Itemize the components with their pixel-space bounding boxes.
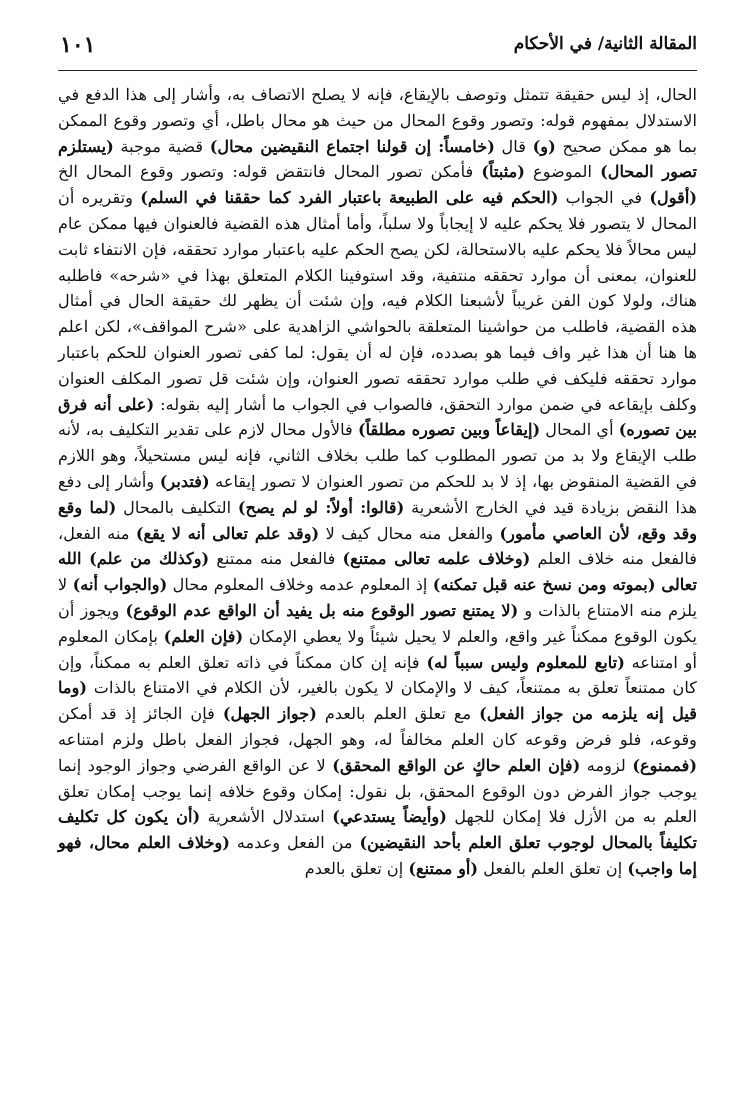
bold-text-segment: (والجواب أنه) (72, 575, 168, 595)
text-segment: بإمكان المعلوم أو امتناعه (58, 626, 697, 672)
text-segment: وتقريره أن المحال لا يتصور فلا يحكم عليه لا إيجاباً ولا سلباً، وأما أمثال هذه القضية فالعنوان فيها ممكن عام ليس محالاً فلا يحكم عليه بالاستحالة، لكن يصح الحكم عليه باعتبار موارد تحققه، فإن الانتفاء ثابت للعنوان، بمعنى أن موارد تحققه منتفية، وقد استوفينا الكلام المتعلق بهذا في «شرحه» فاطلبه هناك، ولولا كون الفن غريباً لأشبعنا الكلام فيه، وإن شئت أن يظهر لك حقيقة الحال في أمثال هذه القضية، فاطلب من حواشينا المتعلقة بالحواشي الزاهدية على «شرح المواقف»، لكن اعلم ها هنا أن هذا غير واف فيما هو بصدده، فإن له أن يقول: لما كفى تصور العنوان للحكم باعتبار موارد تحققه فليكف في طلب موارد تحققه تصور العنوان، وإن شئت قل تصور المكلف العنوان وكلف بإيقاعه في ضمن موارد التحقق، فالصواب في الجواب ما أشار إليه بقوله: (58, 188, 698, 414)
text-segment: في الجواب (558, 188, 650, 208)
header-divider (58, 70, 697, 71)
text-segment: وأشار إلى دفع هذا النقض بزيادة قيد في الخارج الأشعرية (58, 471, 697, 517)
bold-text-segment: (الحكم فيه على الطبيعة باعتبار الفرد كما حققنا في السلم) (140, 188, 559, 208)
page-number: ١٠١ (60, 32, 96, 58)
text-segment: التكليف بالمحال (116, 497, 238, 517)
bold-text-segment: (أن يكون كل تكليف تكليفاً بالمحال لوجوب تعلق العلم بأحد النقيضين) (58, 807, 697, 853)
bold-text-segment: (وما قيل إنه يلزمه من جواز الفعل) (58, 678, 697, 724)
text-segment: قضية موجبة (113, 136, 210, 156)
bold-text-segment: (وكذلك من علم) الله تعالى (بموته ومن نسخ عنه قبل تمكنه) (58, 549, 697, 595)
bold-text-segment: (وقد علم تعالى أنه لا يقع) (135, 523, 320, 543)
bold-text-segment: (فإن العلم حاكٍ عن الواقع المحقق) (332, 755, 581, 775)
text-segment: منه الفعل، فالفعل منه خلاف العلم (58, 523, 697, 569)
text-segment: والفعل منه محال كيف لا (319, 523, 500, 543)
bold-text-segment: (يستلزم تصور المحال) (58, 136, 697, 182)
bold-text-segment: (وخلاف العلم محال، فهو إما واجب) (58, 833, 697, 878)
text-segment: إذ المعلوم عدمه وخلاف المعلوم محال (167, 575, 433, 595)
text-segment: الحال، إذ ليس حقيقة تتمثل وتوصف بالإيقاع، فإنه لا يصلح الاتصاف به، وأشار إلى هذا الدفع في الاستدلال بمفهوم قوله: وتصور وقوع المحال من حيث هو محال باطل، أي وتصور وقوع الممكن بما هو ممكن صحيح (58, 85, 697, 156)
bold-text-segment: (جواز الجهل) (222, 704, 317, 724)
running-header (60, 26, 697, 70)
text-segment: فأمكن تصور المحال فانتقض قوله: وتصور وقوع المحال الخ (58, 162, 482, 182)
text-segment: فإن الجائز إذ قد أمكن وقوعه، فلو فرض وقوعه كان العلم مخالفاً له، وهو الجهل، فجواز الفعل باطل ولزم امتناعه (58, 704, 697, 749)
bold-text-segment: (فإن العلم) (163, 626, 244, 646)
paragraph (58, 82, 697, 882)
text-segment: إن تعلق بالعدم (304, 858, 409, 878)
bold-text-segment: (أو ممتنع) (408, 858, 479, 878)
text-segment: قال (494, 136, 533, 156)
chapter-title: المقالة الثانية/ في الأحكام (513, 34, 697, 54)
bold-text-segment: (أقول) (649, 188, 697, 208)
text-segment: من الفعل وعدمه (229, 833, 360, 853)
bold-text-segment: (فتدبر) (159, 471, 210, 491)
text-segment: لا عن الواقع الفرضي وجواز الوجود إنما يوجب جواز الفرض دون الوقوع المحقق، بل نقول: إمكان وقوع خلافه إنما يوجب إمكان تعلق العلم به من الأزل فلا إمكان للجهل (58, 755, 697, 827)
text-segment: إن تعلق العلم بالفعل (478, 858, 628, 878)
text-segment: مع تعلق العلم بالعدم (316, 704, 480, 724)
text-segment: أي المحال (540, 420, 619, 440)
text-segment: استدلال الأشعرية (200, 807, 333, 827)
bold-text-segment: (لا يمتنع تصور الوقوع منه بل يفيد أن الواقع عدم الوقوع) (125, 600, 519, 620)
text-segment: ويجوز أن يكون الوقوع ممكناً غير واقع، والعلم لا يحيل شيئاً ولا يعطي الإمكان (58, 600, 698, 646)
bold-text-segment: (إيقاعاً وبين تصوره مطلقاً) (357, 420, 541, 440)
bold-text-segment: (و) (532, 136, 556, 156)
bold-text-segment: (مثبتاً) (481, 162, 525, 182)
text-segment: فالأول محال لازم على تقدير التكليف به، لأنه طلب الإيقاع ولا بد من تصور المطلوب كما طلب بخلاف الثاني، فإنه ليس مستحيلاً، وهو اللازم في القضية المنقوض بها، إذ لا بد للحكم من تصور العنوان لا تصور إيقاعه (58, 420, 697, 491)
text-segment: فإنه إن كان ممكناً في ذاته تعلق العلم به ممكناً، وإن كان ممتنعاً تعلق به ممتنعاً، كيف لا والإمكان لا يكون بالغير، لأن الكلام في الامتناع بالذات (58, 652, 697, 698)
text-segment: لزومه (580, 755, 633, 775)
bold-text-segment: (وأيضاً يستدعي) (332, 807, 447, 827)
bold-text-segment: (على أنه فرق بين تصوره) (58, 394, 698, 440)
main-text (58, 82, 697, 882)
bold-text-segment: (فممنوع) (632, 755, 698, 775)
text-segment: لا يلزم منه الامتناع بالذات و (58, 575, 697, 620)
bold-text-segment: (تابع للمعلوم وليس سبباً له) (426, 652, 625, 672)
bold-text-segment: (خامساً: إن قولنا اجتماع النقيضين محال) (209, 136, 495, 156)
text-segment: الموضوع (524, 162, 601, 182)
bold-text-segment: (قالوا: أولاً: لو لم يصح) (237, 497, 405, 517)
bold-text-segment: (وخلاف علمه تعالى ممتنع) (342, 549, 531, 569)
bold-text-segment: (لما وقع وقد وقع، لأن العاصي مأمور) (58, 497, 698, 543)
text-segment: فالفعل منه ممتنع (209, 549, 343, 569)
